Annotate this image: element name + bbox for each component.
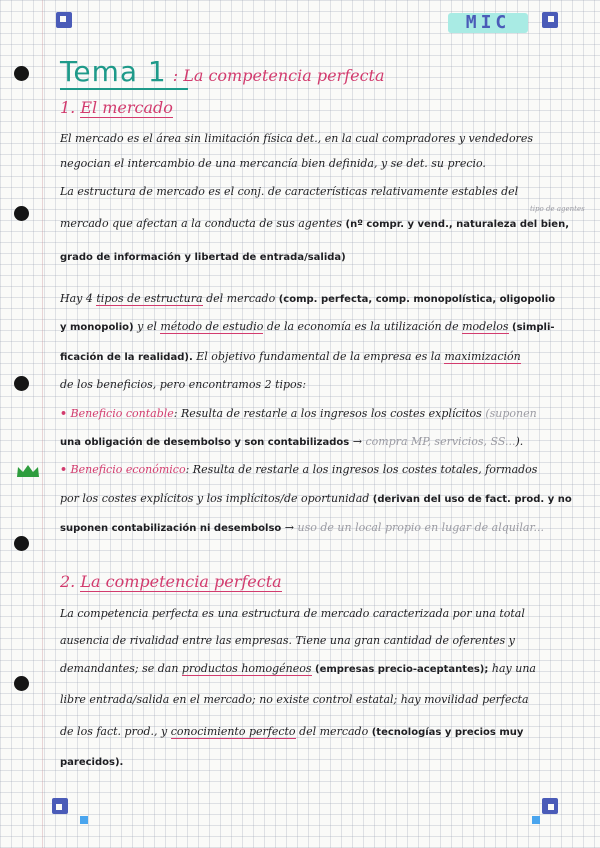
text-line: Hay 4 tipos de estructura del mercado (comp. perfecta, comp. monopolística, oligopolio (60, 292, 556, 305)
text-line: una obligación de desembolso y son contabilizados → compra MP, servicios, SS...). (60, 435, 524, 448)
text-line: suponen contabilización ni desembolso → uso de un local propio en lugar de alquilar... (60, 521, 544, 534)
section-2-heading: 2. La competencia perfecta (60, 572, 282, 591)
text-line: de los beneficios, pero encontramos 2 tipos: (60, 378, 307, 391)
corner-mark-icon (542, 12, 558, 28)
corner-mark-icon (52, 798, 68, 814)
text-line: grado de información y libertad de entrada/salida) (60, 252, 346, 263)
text-line: ausencia de rivalidad entre las empresas. Tiene una gran cantidad de oferentes y (60, 634, 515, 647)
title-underline (60, 88, 188, 90)
section-1-heading: 1. El mercado (60, 98, 173, 117)
title-main: Tema 1 (60, 55, 167, 88)
text-line: demandantes; se dan productos homogéneos (empresas precio-aceptantes); hay una (60, 662, 536, 675)
text-line: mercado que afectan a la conducta de sus agentes (nº compr. y vend., naturaleza del bien, (60, 217, 569, 230)
blue-square-icon (532, 816, 540, 824)
text-line: parecidos). (60, 757, 124, 768)
binder-hole (14, 676, 29, 691)
text-line: ficación de la realidad). El objetivo fundamental de la empresa es la maximización (60, 350, 521, 363)
text-line: El mercado es el área sin limitación física det., en la cual compradores y vendedores (60, 132, 533, 145)
blue-square-icon (80, 816, 88, 824)
page-title (60, 55, 385, 88)
text-line: La competencia perfecta es una estructura de mercado caracterizada por una total (60, 607, 525, 620)
text-line: La estructura de mercado es el conj. de características relativamente estables del (60, 185, 519, 198)
text-line: y monopolio) y el método de estudio de la economía es la utilización de modelos (simpli- (60, 320, 555, 333)
corner-mark-icon (542, 798, 558, 814)
bullet-item: • Beneficio económico: Resulta de restarle a los ingresos los costes totales, formados (60, 463, 538, 476)
binder-hole (14, 206, 29, 221)
corner-mark-icon (56, 12, 72, 28)
margin-line (42, 0, 43, 848)
bullet-item: • Beneficio contable: Resulta de restarle a los ingresos los costes explícitos (suponen (60, 407, 537, 420)
text-line: por los costes explícitos y los implícitos/de oportunidad (derivan del uso de fact. prod. y no (60, 492, 572, 505)
binder-hole (14, 376, 29, 391)
subject-tag: MIC (448, 13, 528, 33)
binder-hole (14, 66, 29, 81)
text-line: de los fact. prod., y conocimiento perfecto del mercado (tecnologías y precios muy (60, 725, 524, 738)
title-sub: : La competencia perfecta (172, 66, 385, 85)
text-line: negocian el intercambio de una mercancía bien definida, y se det. su precio. (60, 157, 486, 170)
crown-icon (16, 464, 40, 478)
side-note: tipo de agentes (530, 205, 585, 213)
text-line: libre entrada/salida en el mercado; no existe control estatal; hay movilidad perfecta (60, 693, 529, 706)
binder-hole (14, 536, 29, 551)
